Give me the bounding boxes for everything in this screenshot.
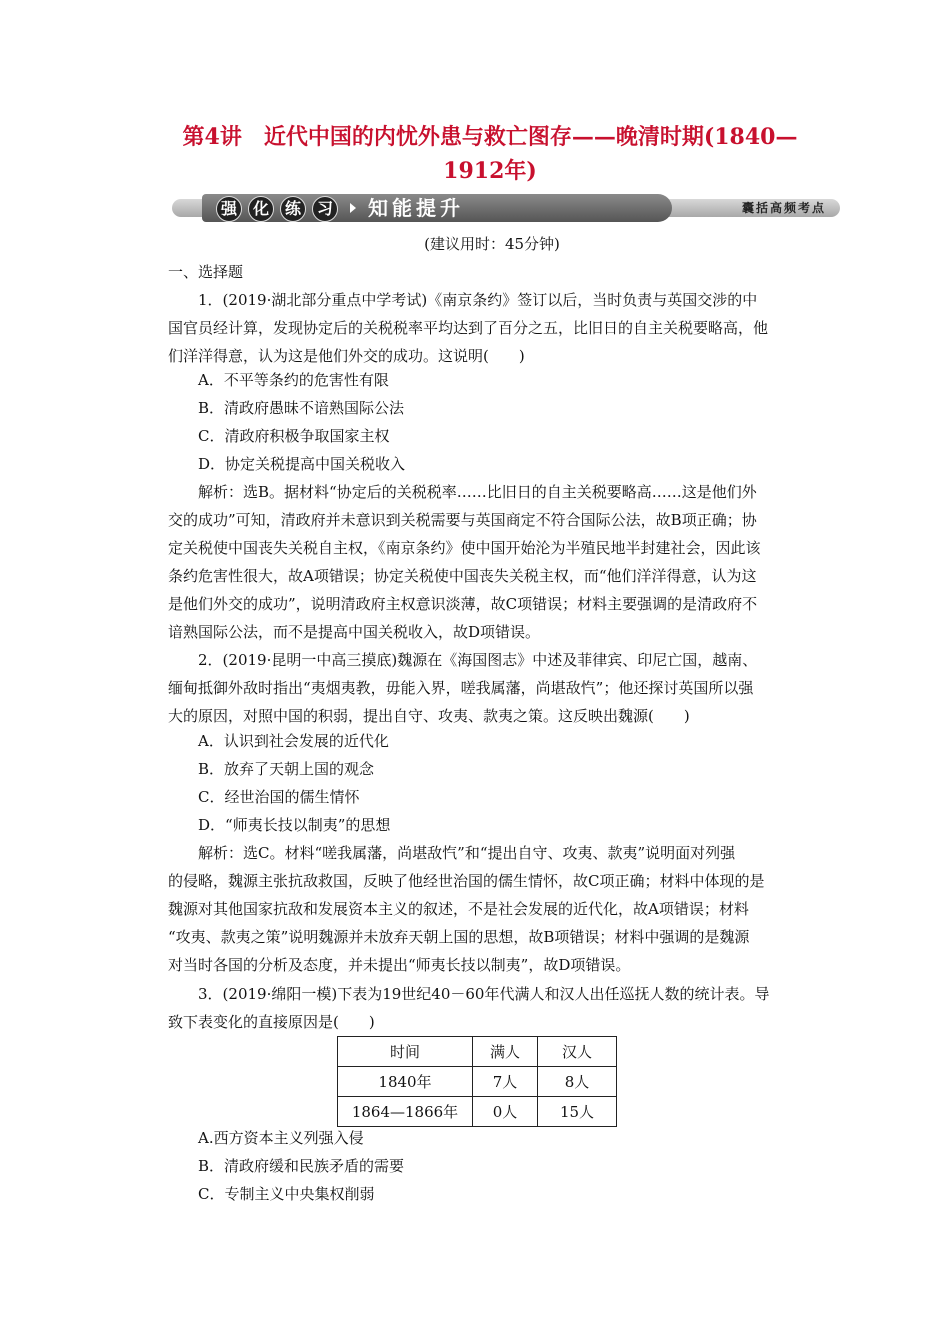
q2-option-d: D．“师夷长技以制夷”的思想 [198,816,391,834]
table-row [338,1097,617,1127]
table-row [338,1067,617,1097]
q1-analysis-line: 条约危害性很大，故A项错误；协定关税使中国丧失关税主权，而“他们洋洋得意，认为这 [168,567,757,585]
table-header-row [338,1037,617,1067]
table-cell: 8人 [538,1067,617,1097]
q3-stem [168,980,816,1036]
q2-option-a: A．认识到社会发展的近代化 [198,732,389,750]
q1-stem-line: 们洋洋得意，认为这是他们外交的成功。这说明( ) [168,347,525,365]
banner-char-3: 练 [280,196,306,222]
q2-analysis [168,839,816,979]
banner-tag: 囊括高频考点 [741,201,826,215]
q2-analysis-line: 的侵略，魏源主张抗敌救国，反映了他经世治国的儒生情怀，故C项正确；材料中体现的是 [168,872,765,890]
q3-stem-line: 致下表变化的直接原因是( ) [168,1013,375,1031]
q1-analysis-line: 定关税使中国丧失关税自主权，《南京条约》使中国开始沦为半殖民地半封建社会，因此该 [168,539,761,557]
q2-stem-line: 大的原因，对照中国的积弱，提出自守、攻夷、款夷之策。这反映出魏源( ) [168,707,690,725]
q2-stem-line: 2．(2019·昆明一中高三摸底)魏源在《海国图志》中述及菲律宾、印尼亡国，越南、 [198,651,758,669]
q2-stem-line: 缅甸抵御外敌时指出“夷烟夷教，毋能入界，嗟我属藩，尚堪敌忾”；他还探讨英国所以强 [168,679,754,697]
banner-char-1: 强 [216,196,242,222]
banner-char-4: 习 [312,196,338,222]
table-header-cell: 汉人 [538,1037,617,1067]
table-cell: 1864—1866年 [338,1097,473,1127]
q3-option-c: C．专制主义中央集权削弱 [198,1185,375,1203]
time-hint: (建议用时：45分钟) [424,235,560,253]
q1-stem-line: 国官员经计算，发现协定后的关税税率平均达到了百分之五，比旧日的自主关税要略高，他 [168,319,769,337]
banner-char-2: 化 [248,196,274,222]
q2-option-b: B．放弃了天朝上国的观念 [198,760,375,778]
q3-option-a: A.西方资本主义列强入侵 [198,1129,364,1147]
q3-stem-line: 3．(2019·绵阳一模)下表为19世纪40－60年代满人和汉人出任巡抚人数的统计表。导 [198,985,770,1003]
lesson-title-line1: 第4讲 近代中国的内忧外患与救亡图存——晚清时期(1840— [182,124,798,150]
q3-option-b: B．清政府缓和民族矛盾的需要 [198,1157,405,1175]
table-cell: 7人 [473,1067,538,1097]
q2-analysis-line: 魏源对其他国家抗敌和发展资本主义的叙述，不是社会发展的近代化，故A项错误；材料 [168,900,749,918]
q2-analysis-line: 解析：选C。材料“嗟我属藩，尚堪敌忾”和“提出自守、攻夷、款夷”说明面对列强 [198,844,736,862]
q1-analysis [168,478,816,646]
q2-stem [168,646,816,730]
q2-option-c: C．经世治国的儒生情怀 [198,788,360,806]
q2-analysis-line: “攻夷、款夷之策”说明魏源并未放弃天朝上国的思想，故B项错误；材料中强调的是魏源 [168,928,750,946]
q1-stem [168,286,816,370]
lesson-title-line2: 1912年) [443,158,537,184]
q1-analysis-line: 是他们外交的成功”，说明清政府主权意识淡薄，故C项错误；材料主要强调的是清政府不 [168,595,758,613]
q1-stem-line: 1．(2019·湖北部分重点中学考试)《南京条约》签订以后，当时负责与英国交涉的中 [198,291,758,309]
q1-option-c: C．清政府积极争取国家主权 [198,427,390,445]
q1-option-b: B．清政府愚昧不谙熟国际公法 [198,399,405,417]
triangle-arrow-icon [350,203,356,213]
table-cell: 0人 [473,1097,538,1127]
statistics-table [337,1036,617,1127]
banner-subtitle: 知能提升 [368,196,464,220]
q2-analysis-line: 对当时各国的分析及态度，并未提出“师夷长技以制夷”，故D项错误。 [168,956,631,974]
table-header-cell: 时间 [338,1037,473,1067]
q1-analysis-line: 交的成功”可知，清政府并未意识到关税需要与英国商定不符合国际公法，故B项正确；协 [168,511,757,529]
section-heading: 一、选择题 [168,263,244,281]
section-banner [172,194,840,222]
table-cell: 15人 [538,1097,617,1127]
q1-analysis-line: 解析：选B。据材料“协定后的关税税率……比旧日的自主关税要略高……这是他们外 [198,483,757,501]
q1-option-d: D．协定关税提高中国关税收入 [198,455,406,473]
q1-option-a: A．不平等条约的危害性有限 [198,371,389,389]
q1-analysis-line: 谙熟国际公法，而不是提高中国关税收入，故D项错误。 [168,623,541,641]
table-header-cell: 满人 [473,1037,538,1067]
banner-label-area [202,194,672,222]
table-cell: 1840年 [338,1067,473,1097]
